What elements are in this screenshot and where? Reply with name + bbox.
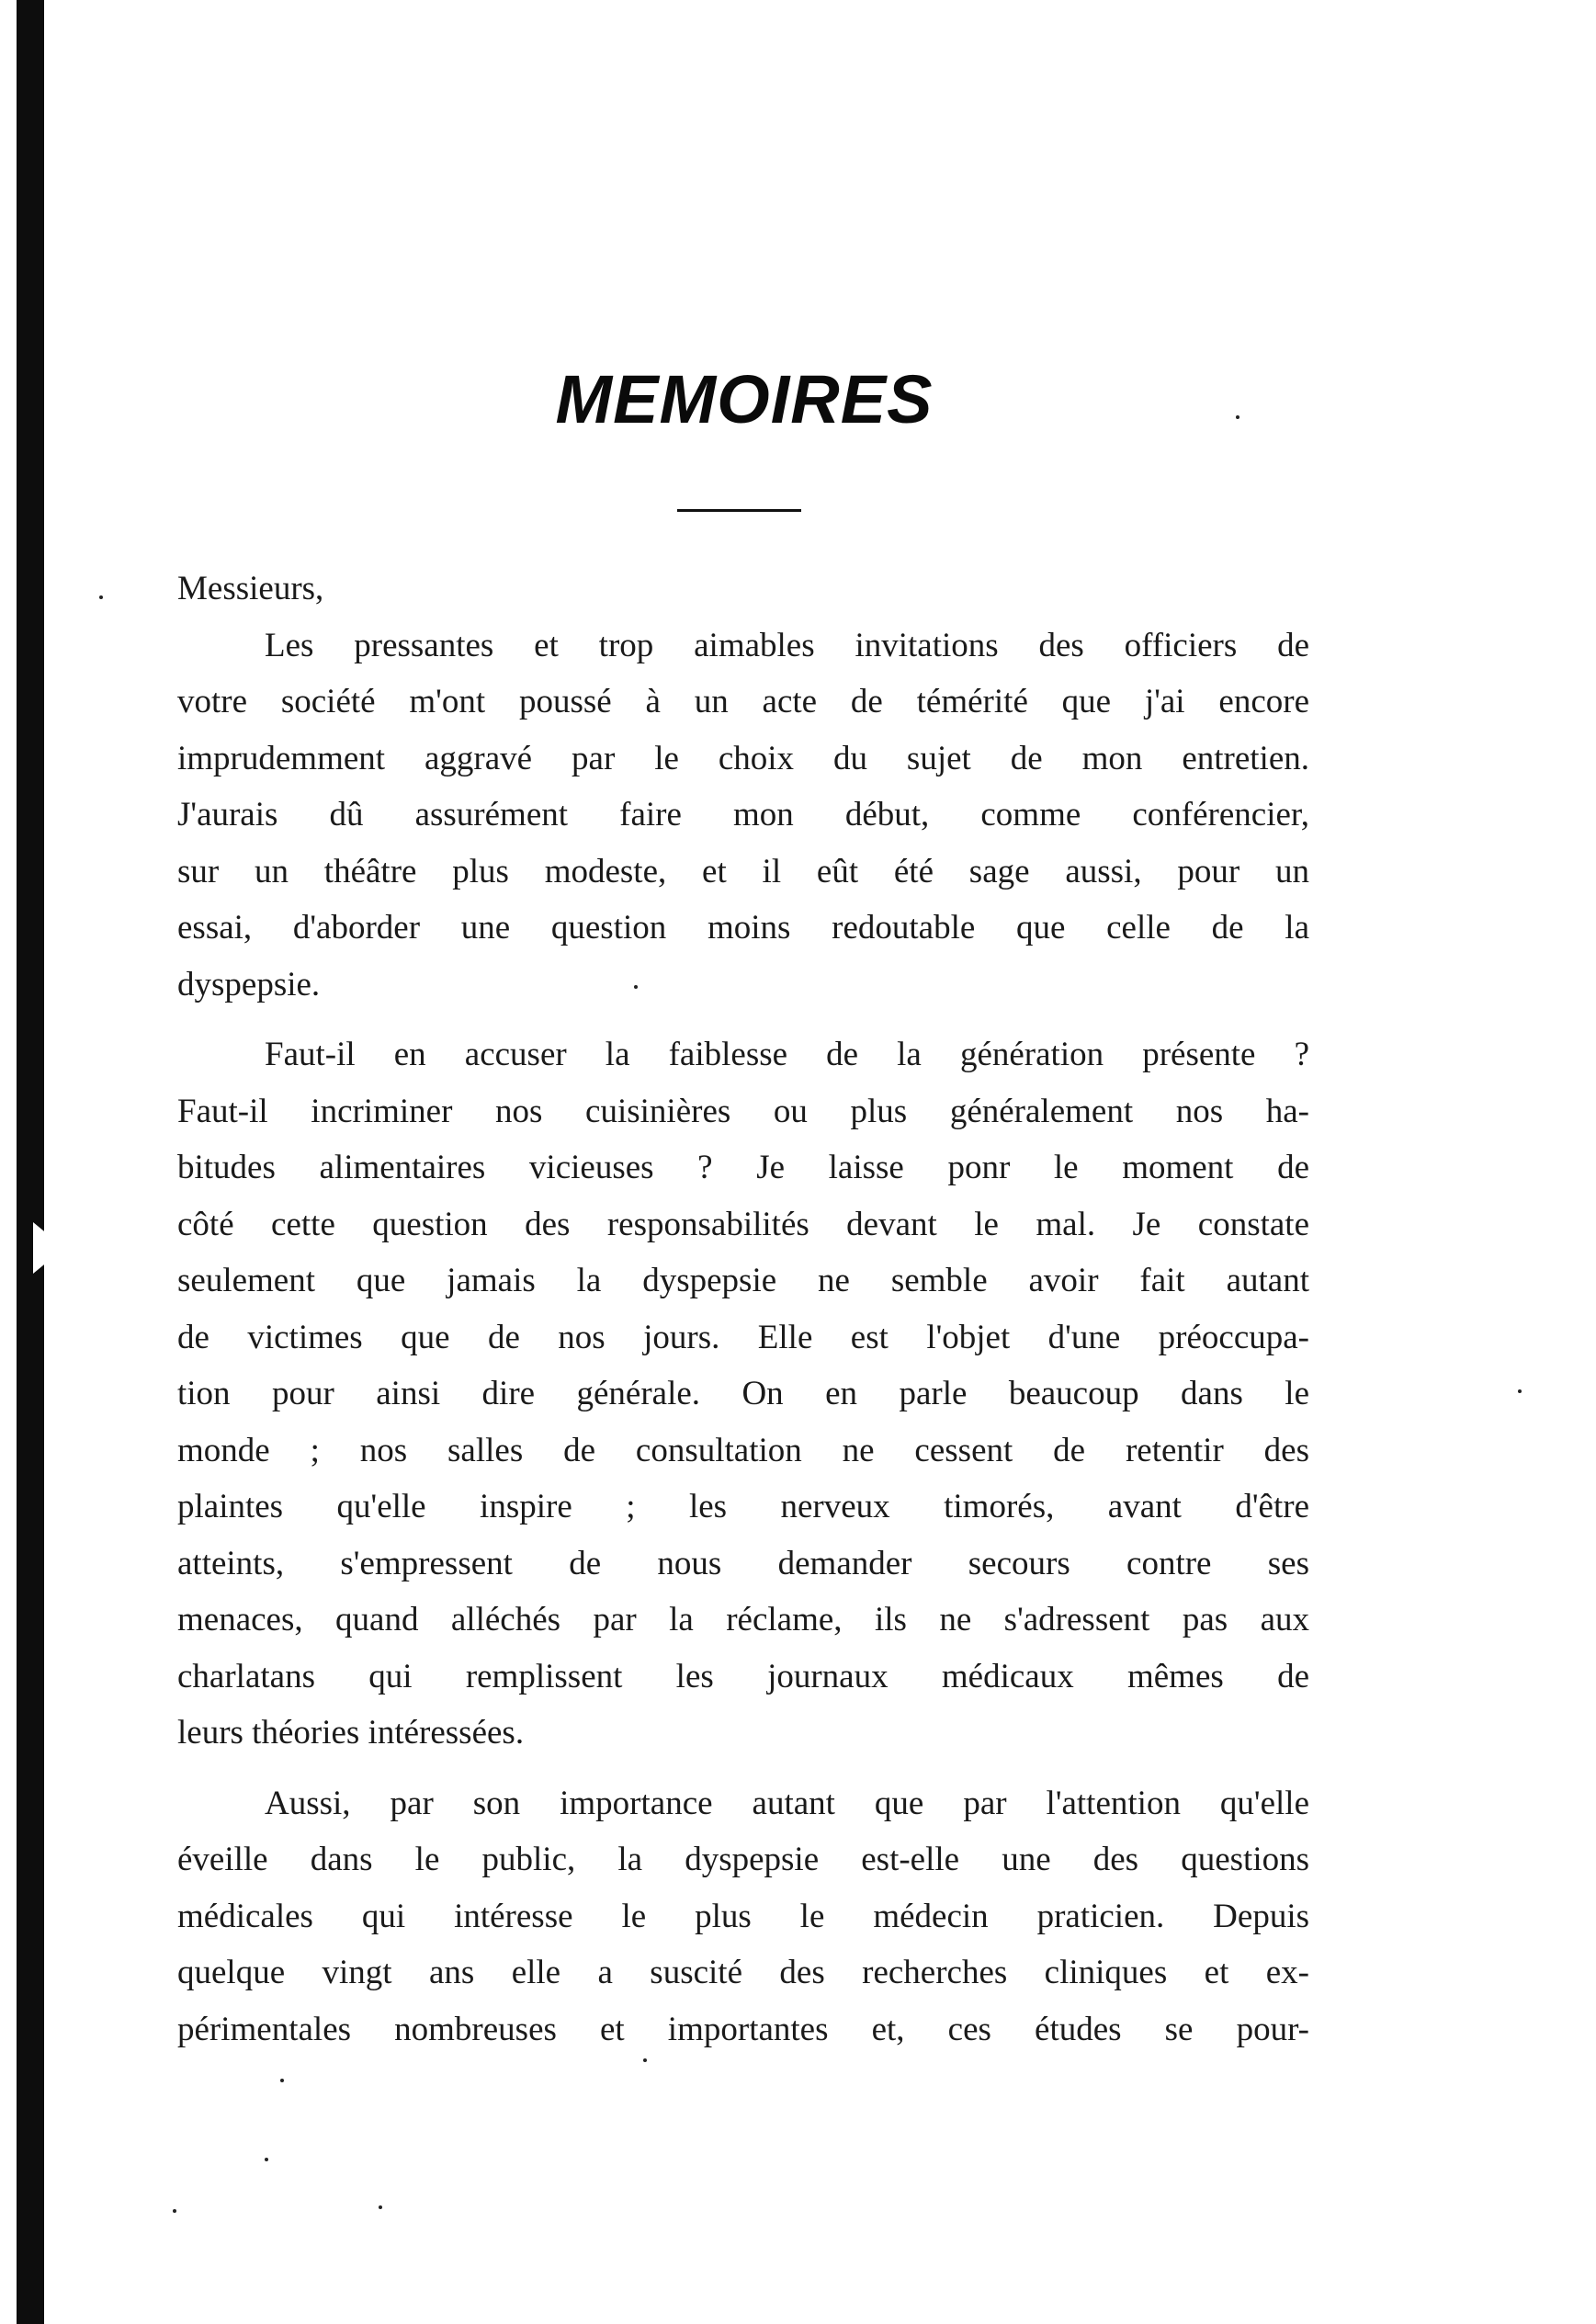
text-line: de victimes que de nos jours. Elle est l'objet d'une préoccupa-	[177, 1318, 1309, 1356]
text-line: plaintes qu'elle inspire ; les nerveux timorés, avant d'être	[177, 1488, 1309, 1525]
scan-speck	[280, 2079, 284, 2082]
text-line: médicales qui intéresse le plus le médecin praticien. Depuis	[177, 1897, 1309, 1935]
title-rule	[677, 509, 801, 512]
scan-speck	[173, 2209, 176, 2213]
text-line: votre société m'ont poussé à un acte de témérité que j'ai encore	[177, 683, 1309, 720]
scan-speck	[379, 2205, 382, 2209]
text-line: côté cette question des responsabilités devant le mal. Je constate	[177, 1205, 1309, 1243]
text-line: dyspepsie.	[177, 965, 321, 1003]
scan-binding-edge	[17, 0, 44, 2324]
text-line: essai, d'aborder une question moins redoutable que celle de la	[177, 909, 1309, 947]
text-line: menaces, quand alléchés par la réclame, ils ne s'adressent pas aux	[177, 1601, 1309, 1638]
text-line: Aussi, par son importance autant que par l'attention qu'elle	[265, 1784, 1309, 1822]
text-line: sur un théâtre plus modeste, et il eût été sage aussi, pour un	[177, 852, 1309, 890]
text-line: Faut-il en accuser la faiblesse de la génération présente ?	[265, 1036, 1309, 1073]
page-title: MEMOIRES	[555, 361, 934, 437]
text-line: seulement que jamais la dyspepsie ne semble avoir fait autant	[177, 1262, 1309, 1299]
text-line: atteints, s'empressent de nous demander secours contre ses	[177, 1544, 1309, 1582]
scan-speck	[643, 2058, 647, 2062]
text-line: imprudemment aggravé par le choix du sujet de mon entretien.	[177, 739, 1309, 777]
paragraph-2	[177, 1026, 1309, 1762]
text-line: périmentales nombreuses et importantes et, ces études se pour-	[177, 2010, 1309, 2048]
text-line: J'aurais dû assurément faire mon début, comme conférencier,	[177, 796, 1309, 833]
text-line: Les pressantes et trop aimables invitations des officiers de	[265, 626, 1309, 664]
text-line: Faut-il incriminer nos cuisinières ou plus généralement nos ha-	[177, 1092, 1309, 1130]
scan-speck	[265, 2158, 268, 2161]
text-line: éveille dans le public, la dyspepsie est-elle une des questions	[177, 1841, 1309, 1878]
body-text	[177, 561, 1309, 2058]
salutation: Messieurs,	[177, 570, 324, 607]
scan-binding-notch	[33, 1222, 64, 1274]
text-line: charlatans qui remplissent les journaux médicaux mêmes de	[177, 1657, 1309, 1695]
scan-speck	[99, 595, 103, 599]
text-line: leurs théories intéressées.	[177, 1714, 525, 1752]
text-line: quelque vingt ans elle a suscité des recherches cliniques et ex-	[177, 1954, 1309, 1991]
text-line: tion pour ainsi dire générale. On en parle beaucoup dans le	[177, 1375, 1309, 1412]
scan-speck	[1518, 1389, 1522, 1393]
text-line: bitudes alimentaires vicieuses ? Je laisse ponr le moment de	[177, 1149, 1309, 1186]
text-line: monde ; nos salles de consultation ne cessent de retentir des	[177, 1431, 1309, 1469]
paragraph-3	[177, 1775, 1309, 2058]
paragraph-1	[177, 618, 1309, 1014]
